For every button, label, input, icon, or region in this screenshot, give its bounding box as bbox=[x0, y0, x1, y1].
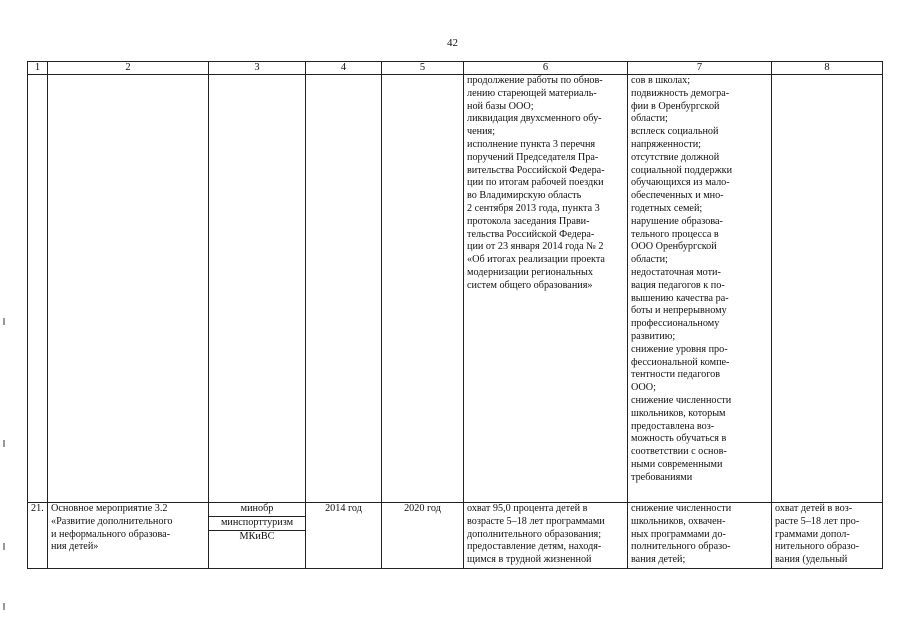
cont-cell-5 bbox=[382, 75, 464, 503]
row21-executors bbox=[209, 503, 306, 569]
row21-risks: снижение численности школьников, охвачен- ных программами до- полнительного образо- вания детей; bbox=[628, 503, 772, 569]
header-cell-6: 6 bbox=[464, 62, 628, 75]
row21-expected-result: охват 95,0 процента детей в возрасте 5–18 лет программами дополнительного образования; предоставление детям, находя- щимся в трудной жизненной bbox=[464, 503, 628, 569]
page-number: 42 bbox=[447, 37, 458, 49]
header-cell-3: 3 bbox=[209, 62, 306, 75]
cont-cell-7-risks: сов в школах; подвижность демогра- фии в Оренбургской области; всплеск социальной напряженности; отсутствие должной социальной поддержки обучающихся из мало- обеспеченных и мно- годетных семей; нарушение образова- тельного процесса в ООО Оренбургской области; недостаточная моти- вация педагогов к по- вышению качества ра- боты и непрерывному профессиональному развитию; снижение уровня про- фессиональной компе- тентности педагогов ООО; снижение численности школьников, которым предоставлена воз- можность обучаться в соответствии с основ- ными современными требованиями bbox=[628, 75, 772, 503]
scan-edge-marks bbox=[3, 0, 9, 640]
cont-cell-8 bbox=[772, 75, 883, 503]
row-21 bbox=[28, 503, 883, 569]
row21-end-year: 2020 год bbox=[382, 503, 464, 569]
header-cell-7: 7 bbox=[628, 62, 772, 75]
program-table bbox=[27, 61, 883, 569]
header-cell-4: 4 bbox=[306, 62, 382, 75]
row21-start-year: 2014 год bbox=[306, 503, 382, 569]
header-cell-8: 8 bbox=[772, 62, 883, 75]
header-cell-2: 2 bbox=[48, 62, 209, 75]
continuation-row bbox=[28, 75, 883, 503]
row21-executor-1: минобр bbox=[240, 503, 274, 514]
cont-cell-1 bbox=[28, 75, 48, 503]
cont-cell-3 bbox=[209, 75, 306, 503]
row21-activity-name: Основное мероприятие 3.2 «Развитие дополнительного и неформального образова- ния детей» bbox=[48, 503, 209, 569]
row21-indicators: охват детей в воз- расте 5–18 лет про- граммами допол- нительного образо- вания (удельный bbox=[772, 503, 883, 569]
header-cell-5: 5 bbox=[382, 62, 464, 75]
header-row bbox=[28, 62, 883, 75]
row21-executor-3: МКиВС bbox=[209, 530, 305, 544]
row21-executor-2: минспорттуризм bbox=[209, 516, 305, 530]
cont-cell-2 bbox=[48, 75, 209, 503]
header-cell-1: 1 bbox=[28, 62, 48, 75]
cont-cell-6-measures: продолжение работы по обнов- лению стареющей материаль- ной базы ООО; ликвидация двухсменного обу- чения; исполнение пункта 3 перечня поручений Председателя Пра- вительства Российской Федера- ции по итогам рабочей поездки во Владимирскую область 2 сентября 2013 года, пункта 3 протокола заседания Прави- тельства Российской Федера- ции от 23 января 2014 года № 2 «Об итогах реализации проекта модернизации региональных систем общего образования» bbox=[464, 75, 628, 503]
cont-cell-4 bbox=[306, 75, 382, 503]
row21-number: 21. bbox=[28, 503, 48, 569]
